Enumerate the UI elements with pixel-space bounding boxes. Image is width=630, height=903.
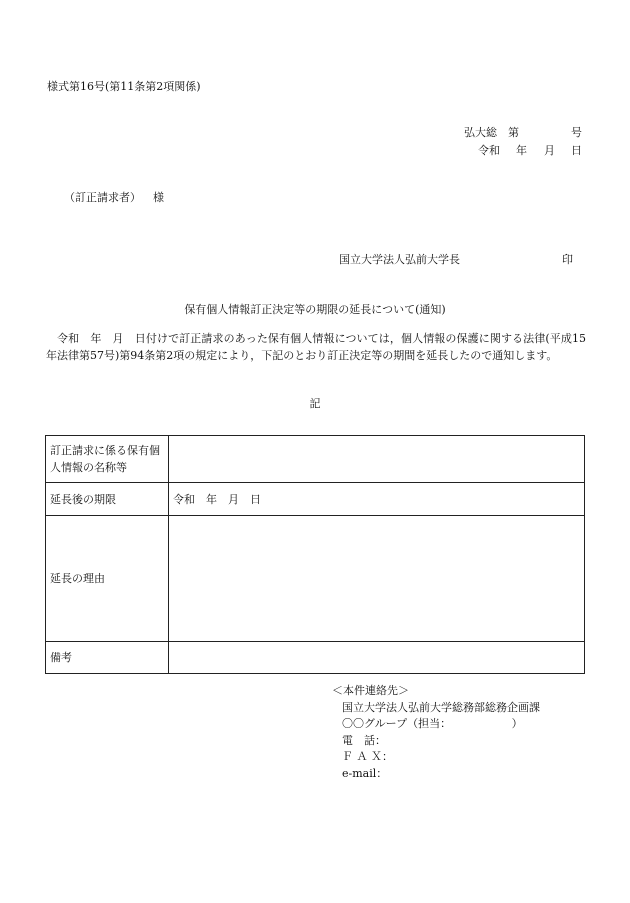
seal-mark: 印	[562, 253, 573, 266]
detail-table	[45, 435, 585, 674]
contact-phone: 電 話：	[342, 733, 386, 747]
contact-group: 〇〇グループ（担当： ）	[342, 717, 523, 730]
addressee	[64, 190, 164, 207]
contact-email: e-mail：	[342, 766, 388, 780]
body-paragraph: 令和 年 月 日付けで訂正請求のあった保有個人情報については，個人情報の保護に関する法律(平成15年法律第57号)第94条第2項の規定により，下記のとおり訂正決定等の期間を延長したので通知します。	[46, 332, 586, 362]
contact-org: 国立大学法人弘前大学総務部総務企画課	[342, 700, 540, 714]
addressee-honorific: 様	[153, 191, 164, 204]
table-row	[46, 516, 585, 642]
date-era: 令和	[478, 144, 500, 157]
ref-prefix: 弘大総	[464, 126, 497, 139]
contact-heading: ＜本件連絡先＞	[332, 684, 409, 697]
row-label-info-name: 訂正請求に係る保有個人情報の名称等	[46, 436, 169, 483]
ki-heading: 記	[309, 397, 321, 410]
date-day: 日	[571, 144, 582, 157]
contact-fax: Ｆ Ａ Ｘ：	[342, 750, 393, 763]
row-value-reason	[169, 516, 585, 642]
table-row	[46, 436, 585, 483]
date-month: 月	[544, 144, 555, 157]
row-label-reason: 延長の理由	[46, 516, 169, 642]
form-number: 様式第16号(第11条第2項関係)	[47, 80, 201, 93]
row-value-remarks	[169, 642, 585, 674]
row-label-remarks: 備考	[46, 642, 169, 674]
ref-go: 号	[571, 126, 582, 139]
table-row	[46, 483, 585, 516]
addressee-role: （訂正請求者）	[64, 191, 141, 204]
row-value-new-deadline: 令和 年 月 日	[169, 483, 585, 516]
date-line	[478, 143, 582, 160]
row-value-info-name	[169, 436, 585, 483]
date-year: 年	[516, 144, 527, 157]
reference-number-line	[464, 125, 582, 142]
contact-block	[332, 683, 540, 782]
sender-name: 国立大学法人弘前大学長	[339, 253, 460, 266]
row-label-new-deadline: 延長後の期限	[46, 483, 169, 516]
table-row	[46, 642, 585, 674]
document-title: 保有個人情報訂正決定等の期限の延長について(通知)	[184, 303, 446, 316]
ref-dai: 第	[508, 126, 519, 139]
